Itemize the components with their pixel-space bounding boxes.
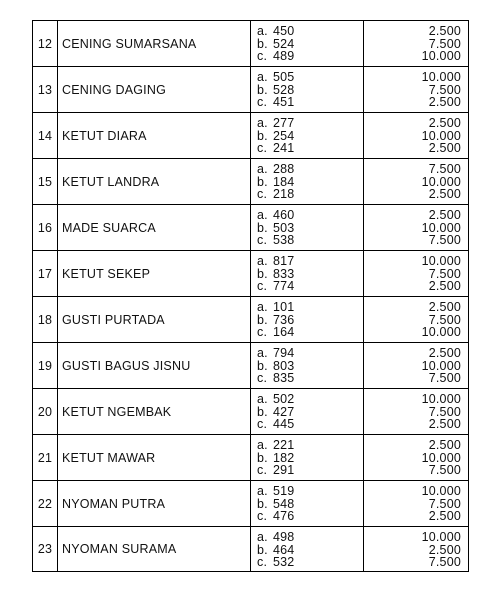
row-number: 18 [33, 297, 58, 342]
item-code: 221 [273, 438, 295, 452]
code-cell [251, 113, 364, 158]
item-amount: 2.500 [428, 208, 461, 222]
person-name: NYOMAN SURAMA [58, 527, 251, 571]
amount-cell [364, 159, 469, 204]
person-name: GUSTI BAGUS JISNU [58, 343, 251, 388]
amount-cell [364, 435, 469, 480]
table-row [33, 435, 469, 481]
amount-cell [364, 251, 469, 296]
amount-cell [364, 527, 469, 571]
item-letter: c. [257, 141, 268, 155]
item-letter: b. [257, 542, 268, 557]
person-name: GUSTI PURTADA [58, 297, 251, 342]
item-amount: 10.000 [421, 450, 461, 465]
row-number: 23 [33, 527, 58, 571]
item-amount: 7.500 [428, 555, 461, 569]
item-code: 503 [273, 220, 295, 235]
item-amount: 10.000 [421, 128, 461, 143]
item-code: 476 [273, 509, 295, 523]
item-code: 532 [273, 555, 295, 569]
item-code: 548 [273, 496, 295, 511]
item-code: 835 [273, 371, 295, 385]
row-number: 19 [33, 343, 58, 388]
item-code: 794 [273, 346, 295, 360]
item-code: 464 [273, 542, 295, 557]
item-amount: 10.000 [421, 49, 461, 63]
amount-cell [364, 21, 469, 66]
item-code: 277 [273, 116, 295, 130]
item-amount: 7.500 [428, 463, 461, 477]
table-row [33, 113, 469, 159]
item-letter: c. [257, 509, 268, 523]
code-cell [251, 251, 364, 296]
table-row [33, 343, 469, 389]
table-row [33, 67, 469, 113]
item-letter: b. [257, 36, 268, 51]
item-letter: b. [257, 450, 268, 465]
row-number: 14 [33, 113, 58, 158]
item-letter: c. [257, 95, 268, 109]
item-letter: c. [257, 49, 268, 63]
item-letter: c. [257, 325, 268, 339]
item-code: 528 [273, 82, 295, 97]
item-letter: b. [257, 312, 268, 327]
item-letter: c. [257, 555, 268, 569]
item-code: 817 [273, 254, 295, 268]
item-amount: 2.500 [428, 509, 461, 523]
item-code: 241 [273, 141, 295, 155]
amount-cell [364, 343, 469, 388]
person-name: KETUT LANDRA [58, 159, 251, 204]
table-row [33, 205, 469, 251]
person-name: CENING SUMARSANA [58, 21, 251, 66]
item-code: 505 [273, 70, 295, 84]
item-letter: b. [257, 496, 268, 511]
item-amount: 10.000 [421, 70, 461, 84]
person-name: KETUT MAWAR [58, 435, 251, 480]
item-code: 254 [273, 128, 295, 143]
item-letter: a. [257, 530, 268, 544]
item-code: 184 [273, 174, 295, 189]
code-cell [251, 21, 364, 66]
code-cell [251, 389, 364, 434]
item-letter: a. [257, 24, 268, 38]
row-number: 16 [33, 205, 58, 250]
item-amount: 10.000 [421, 220, 461, 235]
table-row [33, 527, 469, 572]
table-row [33, 21, 469, 67]
row-number: 13 [33, 67, 58, 112]
amount-cell [364, 389, 469, 434]
item-letter: a. [257, 346, 268, 360]
item-letter: b. [257, 358, 268, 373]
person-name: KETUT DIARA [58, 113, 251, 158]
amount-cell [364, 205, 469, 250]
item-amount: 10.000 [421, 530, 461, 544]
code-cell [251, 205, 364, 250]
item-code: 519 [273, 484, 295, 498]
item-amount: 2.500 [428, 187, 461, 201]
item-letter: a. [257, 162, 268, 176]
item-amount: 2.500 [428, 116, 461, 130]
code-cell [251, 435, 364, 480]
item-amount: 2.500 [428, 279, 461, 293]
item-amount: 10.000 [421, 358, 461, 373]
row-number: 12 [33, 21, 58, 66]
item-letter: c. [257, 417, 268, 431]
item-code: 736 [273, 312, 295, 327]
item-amount: 7.500 [428, 496, 461, 511]
person-name: KETUT SEKEP [58, 251, 251, 296]
item-letter: a. [257, 70, 268, 84]
item-letter: a. [257, 438, 268, 452]
row-number: 15 [33, 159, 58, 204]
item-code: 101 [273, 300, 295, 314]
item-code: 803 [273, 358, 295, 373]
person-name: MADE SUARCA [58, 205, 251, 250]
amount-cell [364, 481, 469, 526]
item-letter: c. [257, 187, 268, 201]
item-code: 288 [273, 162, 295, 176]
item-amount: 7.500 [428, 233, 461, 247]
item-code: 774 [273, 279, 295, 293]
item-letter: c. [257, 233, 268, 247]
item-letter: b. [257, 82, 268, 97]
item-letter: b. [257, 266, 268, 281]
item-code: 833 [273, 266, 295, 281]
amount-cell [364, 113, 469, 158]
code-cell [251, 343, 364, 388]
data-table [32, 20, 469, 572]
table-row [33, 389, 469, 435]
item-code: 445 [273, 417, 295, 431]
item-letter: c. [257, 279, 268, 293]
item-amount: 10.000 [421, 254, 461, 268]
item-amount: 10.000 [421, 325, 461, 339]
code-cell [251, 481, 364, 526]
table-row [33, 251, 469, 297]
item-code: 538 [273, 233, 295, 247]
person-name: NYOMAN PUTRA [58, 481, 251, 526]
item-letter: b. [257, 404, 268, 419]
item-amount: 10.000 [421, 174, 461, 189]
item-letter: a. [257, 484, 268, 498]
table-row [33, 481, 469, 527]
person-name: KETUT NGEMBAK [58, 389, 251, 434]
item-code: 182 [273, 450, 295, 465]
item-amount: 7.500 [428, 266, 461, 281]
table-row [33, 297, 469, 343]
item-amount: 2.500 [428, 24, 461, 38]
item-amount: 7.500 [428, 36, 461, 51]
code-cell [251, 159, 364, 204]
item-code: 460 [273, 208, 295, 222]
code-cell [251, 527, 364, 571]
item-code: 451 [273, 95, 295, 109]
item-code: 498 [273, 530, 295, 544]
amount-cell [364, 297, 469, 342]
amount-cell [364, 67, 469, 112]
item-letter: b. [257, 174, 268, 189]
item-code: 524 [273, 36, 295, 51]
item-letter: b. [257, 128, 268, 143]
item-code: 164 [273, 325, 295, 339]
item-letter: c. [257, 371, 268, 385]
item-letter: c. [257, 463, 268, 477]
item-letter: a. [257, 116, 268, 130]
item-amount: 10.000 [421, 484, 461, 498]
person-name: CENING DAGING [58, 67, 251, 112]
item-code: 291 [273, 463, 295, 477]
code-cell [251, 67, 364, 112]
item-amount: 10.000 [421, 392, 461, 406]
item-code: 502 [273, 392, 295, 406]
item-code: 427 [273, 404, 295, 419]
row-number: 22 [33, 481, 58, 526]
item-letter: a. [257, 300, 268, 314]
item-amount: 7.500 [428, 312, 461, 327]
item-letter: a. [257, 254, 268, 268]
row-number: 21 [33, 435, 58, 480]
item-amount: 7.500 [428, 404, 461, 419]
item-amount: 7.500 [428, 162, 461, 176]
item-amount: 2.500 [428, 95, 461, 109]
item-amount: 2.500 [428, 542, 461, 557]
item-letter: a. [257, 392, 268, 406]
item-letter: b. [257, 220, 268, 235]
item-amount: 2.500 [428, 346, 461, 360]
item-amount: 2.500 [428, 417, 461, 431]
item-code: 489 [273, 49, 295, 63]
code-cell [251, 297, 364, 342]
table-row [33, 159, 469, 205]
item-amount: 2.500 [428, 300, 461, 314]
item-amount: 7.500 [428, 371, 461, 385]
item-amount: 2.500 [428, 141, 461, 155]
item-code: 450 [273, 24, 295, 38]
row-number: 17 [33, 251, 58, 296]
item-code: 218 [273, 187, 295, 201]
item-amount: 2.500 [428, 438, 461, 452]
row-number: 20 [33, 389, 58, 434]
item-letter: a. [257, 208, 268, 222]
item-amount: 7.500 [428, 82, 461, 97]
